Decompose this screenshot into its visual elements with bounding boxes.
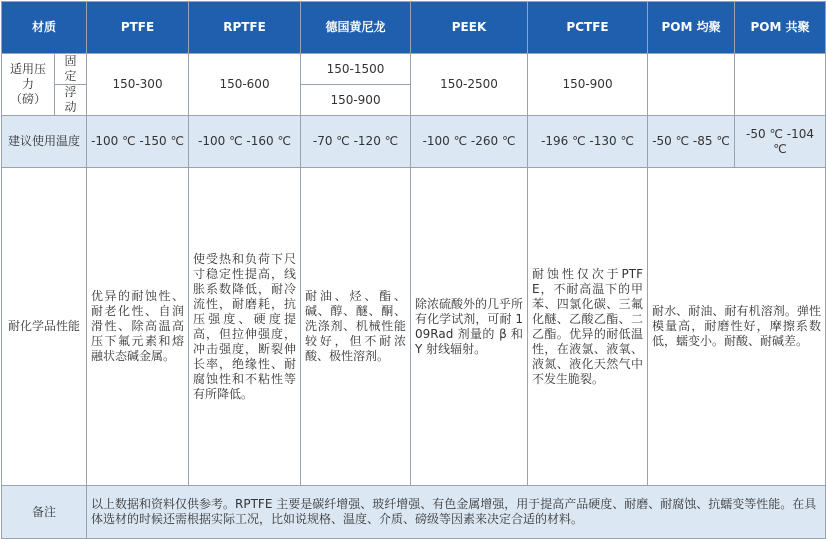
temperature-pctfe: -196 ℃ -130 ℃ xyxy=(528,116,648,168)
chemical-peek: 除浓硫酸外的几乎所有化学试剂，可耐 109Rad 剂量的 β 和 Y 射线辐射。 xyxy=(411,168,528,486)
pressure-floating-label: 浮动 xyxy=(55,85,87,116)
pressure-fixed-label: 固定 xyxy=(55,54,87,85)
pressure-ptfe: 150-300 xyxy=(87,54,189,116)
note-text: 以上数据和资料仅供参考。RPTFE 主要是碳纤增强、玻纤增强、有色金属增强，用于提高产品硬度、耐磨、耐腐蚀、抗蠕变等性能。在具体选材的时候还需根据实际工况，比如说规格、温度、介质、磅级等因素来决定合适的材料。 xyxy=(87,486,826,539)
pressure-nylon-floating: 150-900 xyxy=(301,85,411,116)
note-row xyxy=(2,486,826,539)
temperature-row xyxy=(2,116,826,168)
header-peek: PEEK xyxy=(411,2,528,54)
temperature-ptfe: -100 ℃ -150 ℃ xyxy=(87,116,189,168)
chemical-rptfe: 使受热和负荷下尺寸稳定性提高，线胀系数降低，耐冷流性，耐磨耗，抗压强度、硬度提高，但拉伸强度，冲击强度，断裂伸长率，绝缘性、耐腐蚀性和不粘性等有所降低。 xyxy=(189,168,301,486)
chemical-nylon: 耐油、烃、酯、碱、醇、醚、酮、洗涤剂、机械性能较好，但不耐浓酸、极性溶剂。 xyxy=(301,168,411,486)
pressure-nylon-fixed: 150-1500 xyxy=(301,54,411,85)
header-rptfe: RPTFE xyxy=(189,2,301,54)
header-pctfe: PCTFE xyxy=(528,2,648,54)
pressure-row-fixed xyxy=(2,54,826,85)
header-nylon: 德国黄尼龙 xyxy=(301,2,411,54)
chemical-label: 耐化学品性能 xyxy=(2,168,87,486)
temperature-peek: -100 ℃ -260 ℃ xyxy=(411,116,528,168)
pressure-peek: 150-2500 xyxy=(411,54,528,116)
temperature-pom-copolymer: -50 ℃ -104 ℃ xyxy=(735,116,826,168)
pressure-label: 适用压力 （磅） xyxy=(2,54,55,116)
note-label: 备注 xyxy=(2,486,87,539)
header-row xyxy=(2,2,826,54)
temperature-pom-homopolymer: -50 ℃ -85 ℃ xyxy=(648,116,735,168)
header-ptfe: PTFE xyxy=(87,2,189,54)
pressure-pom-homopolymer xyxy=(648,54,735,116)
chemical-pctfe: 耐蚀性仅次于PTFE，不耐高温下的甲苯、四氯化碳、三氟化醚、乙酸乙酯、二乙酯。优异的耐低温性，在液氯、液氧、液氮、液化天然气中不发生脆裂。 xyxy=(528,168,648,486)
chemical-row xyxy=(2,168,826,486)
pressure-pctfe: 150-900 xyxy=(528,54,648,116)
header-pom-homopolymer: POM 均聚 xyxy=(648,2,735,54)
pressure-pom-copolymer xyxy=(735,54,826,116)
chemical-pom: 耐水、耐油、耐有机溶剂。弹性模量高，耐磨性好，摩擦系数低，蠕变小。耐酸、耐碱差。 xyxy=(648,168,826,486)
temperature-rptfe: -100 ℃ -160 ℃ xyxy=(189,116,301,168)
header-pom-copolymer: POM 共聚 xyxy=(735,2,826,54)
pressure-rptfe: 150-600 xyxy=(189,54,301,116)
temperature-label: 建议使用温度 xyxy=(2,116,87,168)
header-material: 材质 xyxy=(2,2,87,54)
chemical-ptfe: 优异的耐蚀性、耐老化性、自润滑性、除高温高压下氟元素和熔融状态碱金属。 xyxy=(87,168,189,486)
temperature-nylon: -70 ℃ -120 ℃ xyxy=(301,116,411,168)
material-spec-table xyxy=(1,1,826,539)
